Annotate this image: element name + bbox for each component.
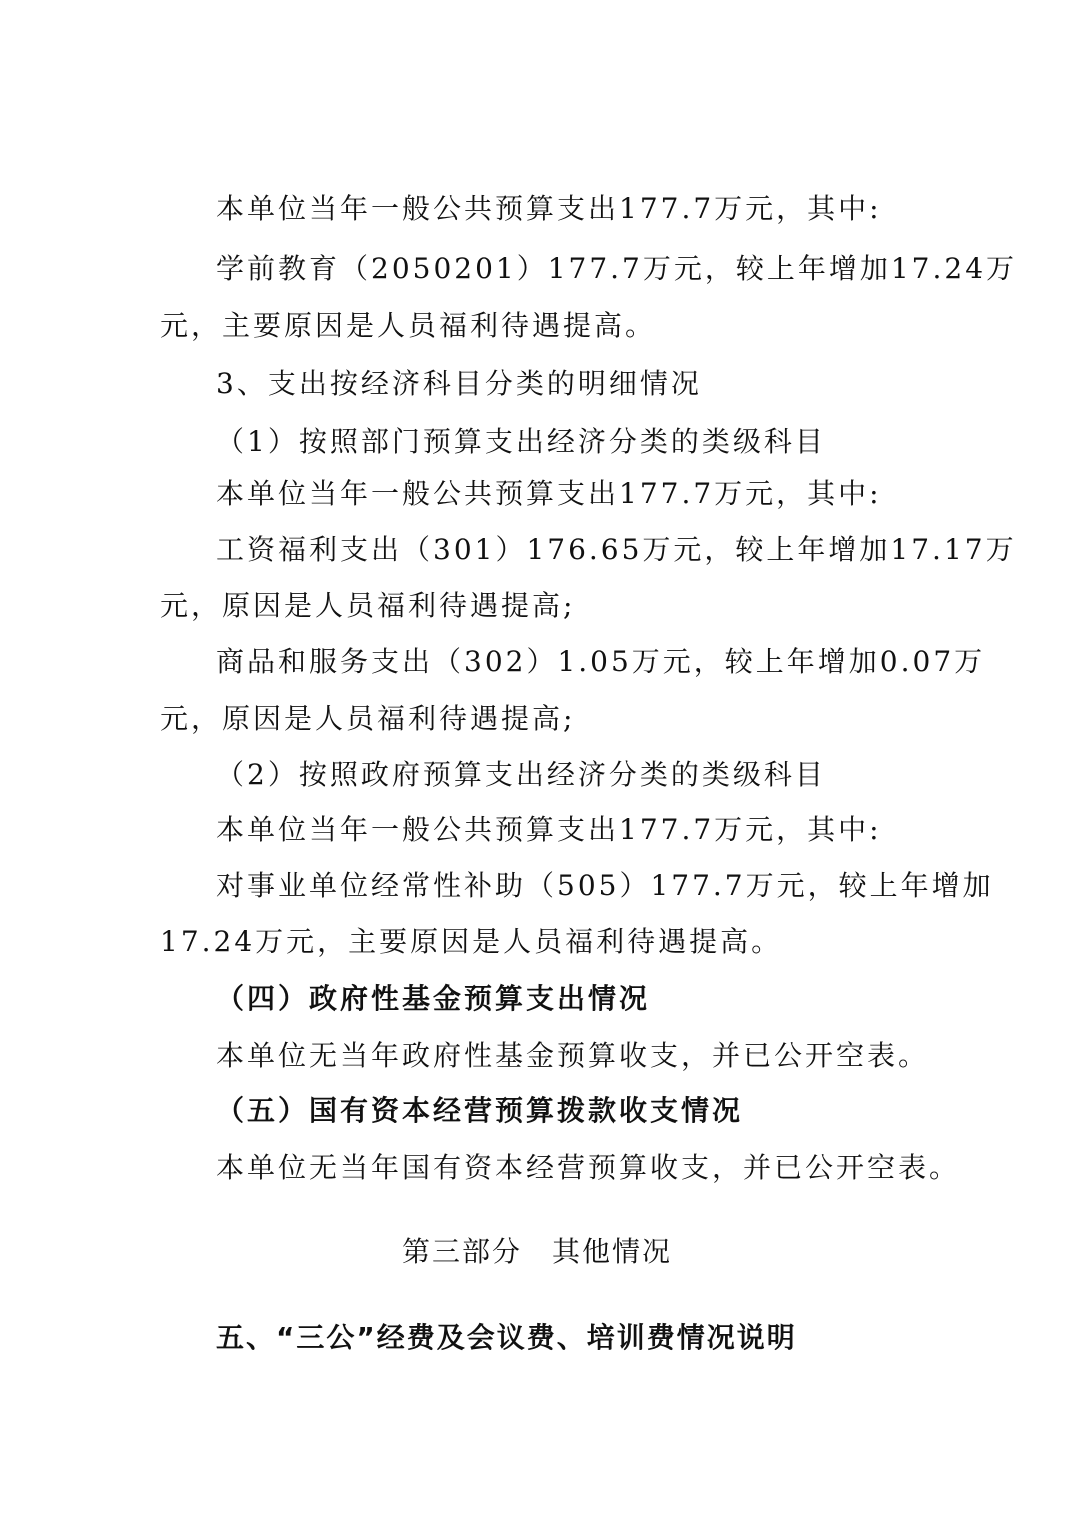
- section-heading-five: （五）国有资本经营预算拨款收支情况: [216, 1094, 744, 1127]
- subsection-heading: （1）按照部门预算支出经济分类的类级科目: [216, 425, 826, 458]
- paragraph-line: 元，原因是人员福利待遇提高;: [160, 702, 576, 735]
- paragraph-line: 商品和服务支出（302）1.05万元，较上年增加0.07万: [216, 645, 986, 678]
- paragraph-line: 17.24万元，主要原因是人员福利待遇提高。: [160, 925, 783, 958]
- paragraph-line: 元，原因是人员福利待遇提高;: [160, 589, 576, 622]
- paragraph-line: 本单位当年一般公共预算支出177.7万元，其中:: [216, 192, 882, 225]
- section-heading-four: （四）政府性基金预算支出情况: [216, 982, 651, 1015]
- paragraph-line: 学前教育（2050201）177.7万元，较上年增加17.24万: [216, 252, 1018, 285]
- section-heading: 五、“三公”经费及会议费、培训费情况说明: [216, 1321, 797, 1354]
- paragraph-line: 本单位当年一般公共预算支出177.7万元，其中:: [216, 477, 882, 510]
- paragraph-line: 对事业单位经常性补助（505）177.7万元，较上年增加: [216, 869, 994, 902]
- paragraph-line: 本单位无当年政府性基金预算收支，并已公开空表。: [216, 1039, 930, 1072]
- paragraph-line: 本单位无当年国有资本经营预算收支，并已公开空表。: [216, 1151, 961, 1184]
- paragraph-line: 本单位当年一般公共预算支出177.7万元，其中:: [216, 813, 882, 846]
- part-heading: 第三部分 其他情况: [401, 1235, 672, 1268]
- paragraph-line: 元，主要原因是人员福利待遇提高。: [160, 309, 657, 342]
- subsection-heading: 3、支出按经济科目分类的明细情况: [216, 367, 702, 400]
- subsection-heading: （2）按照政府预算支出经济分类的类级科目: [216, 758, 826, 791]
- paragraph-line: 工资福利支出（301）176.65万元，较上年增加17.17万: [216, 533, 1017, 566]
